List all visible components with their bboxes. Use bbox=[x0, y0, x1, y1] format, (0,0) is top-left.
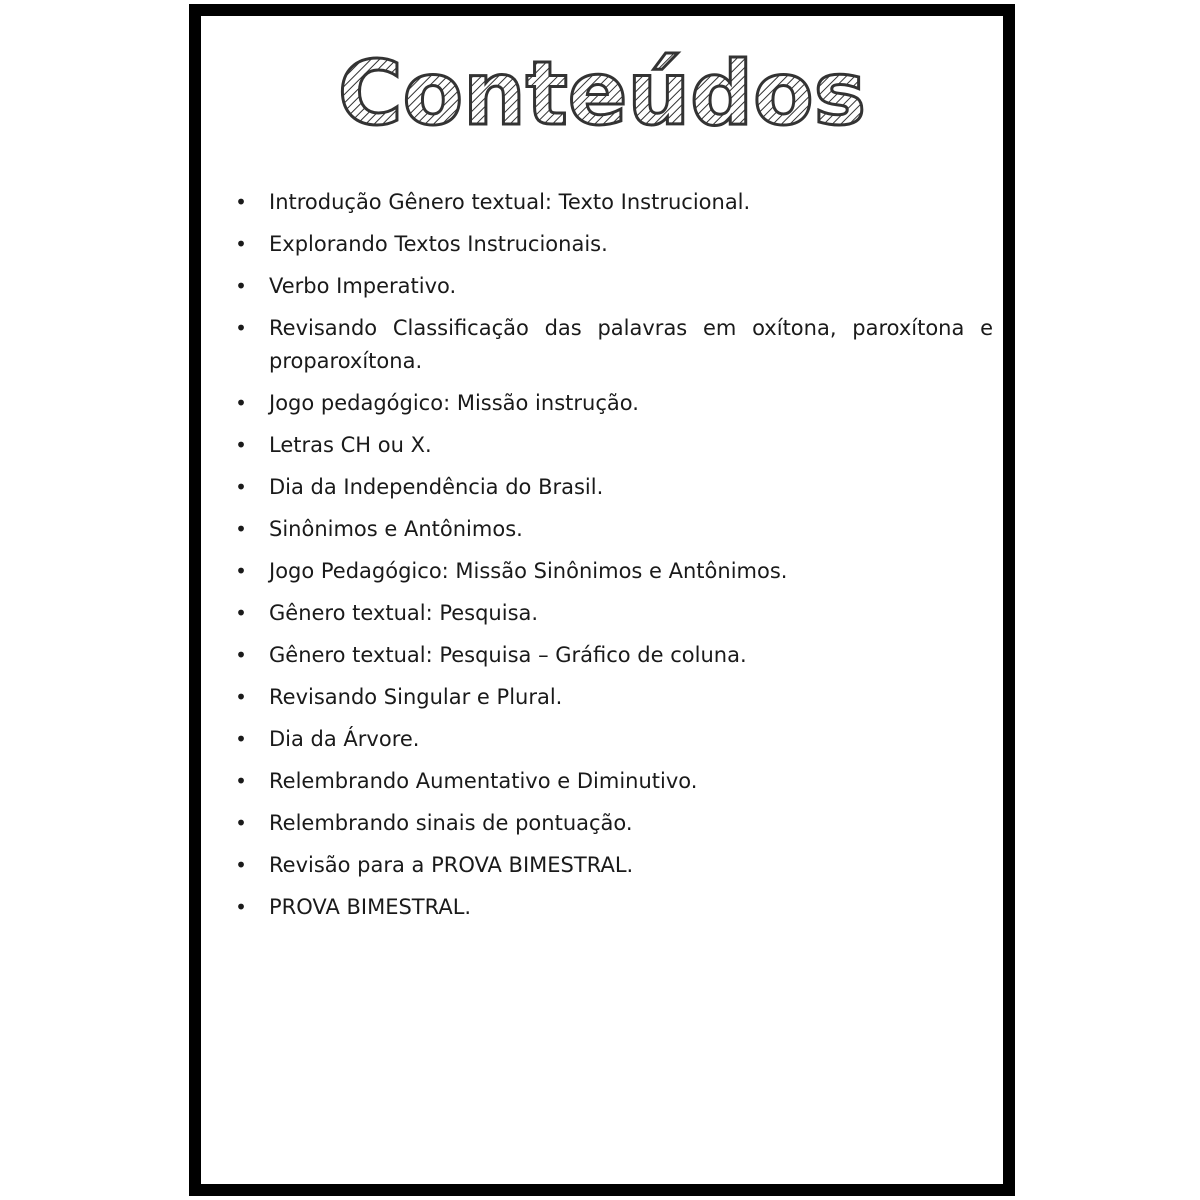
list-item bbox=[227, 765, 993, 798]
list-item bbox=[227, 513, 993, 546]
list-item-text: Dia da Independência do Brasil. bbox=[269, 475, 604, 499]
list-item-text: Relembrando sinais de pontuação. bbox=[269, 811, 633, 835]
list-item-text: Verbo Imperativo. bbox=[269, 274, 457, 298]
list-item-text: Jogo pedagógico: Missão instrução. bbox=[269, 391, 639, 415]
document-frame bbox=[189, 4, 1015, 1196]
list-item bbox=[227, 849, 993, 882]
list-item bbox=[227, 807, 993, 840]
content-list bbox=[227, 186, 993, 933]
list-item-text: Sinônimos e Antônimos. bbox=[269, 517, 523, 541]
bullet-icon: • bbox=[235, 316, 247, 340]
title-text: Conteúdos bbox=[338, 42, 866, 145]
list-item bbox=[227, 891, 993, 924]
list-item-text: PROVA BIMESTRAL. bbox=[269, 895, 472, 919]
list-item bbox=[227, 639, 993, 672]
bullet-icon: • bbox=[235, 433, 247, 457]
list-item-text: Relembrando Aumentativo e Diminutivo. bbox=[269, 769, 698, 793]
bullet-icon: • bbox=[235, 274, 247, 298]
bullet-icon: • bbox=[235, 853, 247, 877]
bullet-icon: • bbox=[235, 190, 247, 214]
bullet-icon: • bbox=[235, 811, 247, 835]
list-item bbox=[227, 723, 993, 756]
list-item-text: Revisão para a PROVA BIMESTRAL. bbox=[269, 853, 634, 877]
list-item-text: Dia da Árvore. bbox=[269, 727, 420, 751]
bullet-icon: • bbox=[235, 391, 247, 415]
list-item bbox=[227, 270, 993, 303]
list-item-text: Letras CH ou X. bbox=[269, 433, 432, 457]
list-item bbox=[227, 681, 993, 714]
bullet-icon: • bbox=[235, 727, 247, 751]
bullet-icon: • bbox=[235, 643, 247, 667]
list-item bbox=[227, 555, 993, 588]
list-item-text: Introdução Gênero textual: Texto Instrucional. bbox=[269, 190, 751, 214]
list-item bbox=[227, 312, 993, 378]
list-item bbox=[227, 228, 993, 261]
list-item bbox=[227, 597, 993, 630]
list-item bbox=[227, 429, 993, 462]
bullet-icon: • bbox=[235, 475, 247, 499]
list-item bbox=[227, 387, 993, 420]
list-item bbox=[227, 471, 993, 504]
list-item-text: Revisando Singular e Plural. bbox=[269, 685, 563, 709]
bullet-icon: • bbox=[235, 895, 247, 919]
bullet-icon: • bbox=[235, 232, 247, 256]
bullet-icon: • bbox=[235, 685, 247, 709]
page-title bbox=[201, 42, 1003, 152]
bullet-icon: • bbox=[235, 517, 247, 541]
list-item bbox=[227, 186, 993, 219]
list-item-text: Gênero textual: Pesquisa. bbox=[269, 601, 539, 625]
bullet-icon: • bbox=[235, 601, 247, 625]
list-item-text: Gênero textual: Pesquisa – Gráfico de coluna. bbox=[269, 643, 747, 667]
bullet-icon: • bbox=[235, 769, 247, 793]
list-item-text: Jogo Pedagógico: Missão Sinônimos e Antônimos. bbox=[269, 559, 788, 583]
list-item-text: Explorando Textos Instrucionais. bbox=[269, 232, 608, 256]
list-item-text: Revisando Classificação das palavras em oxítona, paroxítona e proparoxítona. bbox=[269, 316, 993, 373]
bullet-icon: • bbox=[235, 559, 247, 583]
